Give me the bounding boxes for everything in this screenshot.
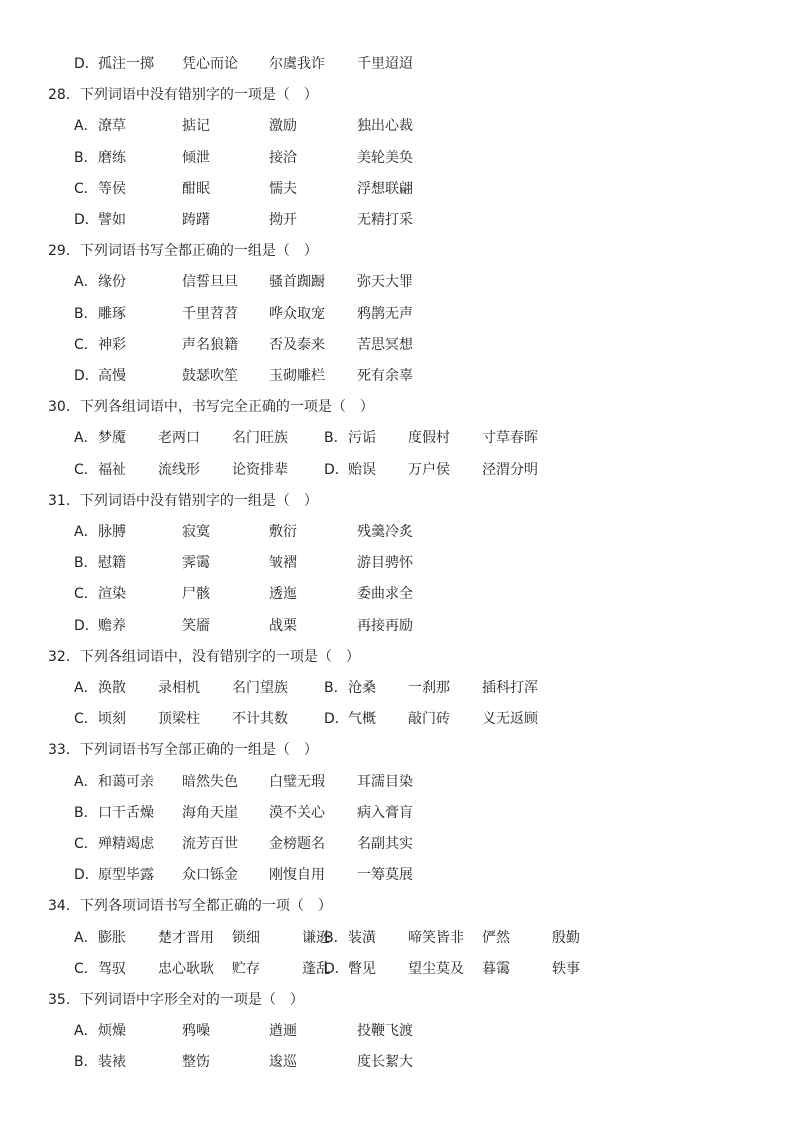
- option-word: 楚才晋用: [158, 930, 214, 946]
- option-word: 义无返顾: [482, 711, 538, 727]
- option-word: 驾驭: [98, 961, 126, 977]
- option-letter: B．: [74, 150, 98, 166]
- option-letter: C．: [74, 586, 98, 602]
- option-word: 信誓旦旦: [182, 274, 238, 290]
- option-word: 殷勤: [552, 930, 580, 946]
- option-word: 海角天崖: [182, 805, 238, 821]
- option-letter: A．: [74, 1023, 98, 1039]
- option-word: 啼笑皆非: [408, 930, 464, 946]
- option-word: 暗然失色: [182, 774, 238, 790]
- option-word: 膨胀: [98, 930, 126, 946]
- option-letter: B．: [324, 930, 348, 946]
- option-letter: C．: [74, 836, 98, 852]
- option-letter: B．: [74, 1054, 98, 1070]
- option-word: 声名狼籍: [182, 337, 238, 353]
- option-letter: A．: [74, 680, 98, 696]
- option-word: 沧桑: [348, 680, 376, 696]
- question-text: 31．下列词语中没有错别字的一组是（ ）: [48, 493, 318, 509]
- option-word: 高慢: [98, 368, 126, 384]
- question-text: 35．下列词语中字形全对的一项是（ ）: [48, 992, 304, 1008]
- option-word: 刚愎自用: [269, 867, 325, 883]
- option-word: 再接再励: [357, 618, 413, 634]
- option-word: 气概: [348, 711, 376, 727]
- option-word: 俨然: [482, 930, 510, 946]
- option-word: 暮霭: [482, 961, 510, 977]
- option-letter: D．: [74, 56, 99, 72]
- option-word: 雕琢: [98, 306, 126, 322]
- option-word: 贻误: [348, 462, 376, 478]
- option-word: 哗众取宠: [269, 306, 325, 322]
- option-word: 拗开: [269, 212, 297, 228]
- option-word: 度假村: [408, 430, 450, 446]
- option-word: 委曲求全: [357, 586, 413, 602]
- option-word: 尔虞我诈: [269, 56, 325, 72]
- option-word: 度长絜大: [357, 1054, 413, 1070]
- option-word: 千里苕苕: [182, 306, 238, 322]
- option-word: 顷刻: [98, 711, 126, 727]
- option-letter: B．: [324, 430, 348, 446]
- option-word: 污诟: [348, 430, 376, 446]
- option-word: 原型毕露: [98, 867, 154, 883]
- option-word: 瞥见: [348, 961, 376, 977]
- option-word: 谦逊: [302, 930, 330, 946]
- option-letter: C．: [74, 337, 98, 353]
- option-word: 名门望族: [232, 680, 288, 696]
- option-letter: D．: [74, 618, 99, 634]
- option-word: 鸦噪: [182, 1023, 210, 1039]
- option-word: 等侯: [98, 181, 126, 197]
- option-letter: C．: [74, 711, 98, 727]
- option-word: 装潢: [348, 930, 376, 946]
- option-letter: D．: [74, 867, 99, 883]
- option-word: 战栗: [269, 618, 297, 634]
- option-word: 尸骸: [182, 586, 210, 602]
- option-letter: A．: [74, 524, 98, 540]
- option-word: 寸草春晖: [482, 430, 538, 446]
- option-word: 万户侯: [408, 462, 450, 478]
- option-word: 皱褶: [269, 555, 297, 571]
- option-word: 和蔼可亲: [98, 774, 154, 790]
- option-word: 流线形: [158, 462, 200, 478]
- option-letter: B．: [324, 680, 348, 696]
- option-word: 千里迢迢: [357, 56, 413, 72]
- option-word: 众口铄金: [182, 867, 238, 883]
- option-word: 鸦鹊无声: [357, 306, 413, 322]
- option-word: 苦思冥想: [357, 337, 413, 353]
- option-letter: D．: [324, 961, 349, 977]
- option-word: 慰籍: [98, 555, 126, 571]
- option-letter: A．: [74, 118, 98, 134]
- option-letter: C．: [74, 181, 98, 197]
- option-word: 一筹莫展: [357, 867, 413, 883]
- option-word: 论资排辈: [232, 462, 288, 478]
- option-word: 漠不关心: [269, 805, 325, 821]
- option-word: 掂记: [182, 118, 210, 134]
- option-word: 倾泄: [182, 150, 210, 166]
- option-word: 赡养: [98, 618, 126, 634]
- option-word: 激励: [269, 118, 297, 134]
- option-letter: A．: [74, 774, 98, 790]
- option-word: 口干舌燥: [98, 805, 154, 821]
- option-letter: B．: [74, 805, 98, 821]
- option-word: 凭心而论: [182, 56, 238, 72]
- option-letter: D．: [324, 711, 349, 727]
- option-word: 否及泰来: [269, 337, 325, 353]
- question-text: 34．下列各项词语书写全都正确的一项（ ）: [48, 898, 332, 914]
- option-word: 福祉: [98, 462, 126, 478]
- option-word: 鼓瑟吹笙: [182, 368, 238, 384]
- option-word: 老两口: [158, 430, 200, 446]
- option-word: 名副其实: [357, 836, 413, 852]
- option-word: 不计其数: [232, 711, 288, 727]
- option-word: 锁细: [232, 930, 260, 946]
- option-word: 遒逦: [269, 1023, 297, 1039]
- option-word: 整饬: [182, 1054, 210, 1070]
- option-word: 踌躇: [182, 212, 210, 228]
- option-letter: B．: [74, 555, 98, 571]
- option-word: 美轮美奂: [357, 150, 413, 166]
- option-word: 脉膊: [98, 524, 126, 540]
- option-word: 殚精竭虑: [98, 836, 154, 852]
- option-letter: C．: [74, 462, 98, 478]
- option-word: 弥天大罪: [357, 274, 413, 290]
- option-word: 逡巡: [269, 1054, 297, 1070]
- option-word: 神彩: [98, 337, 126, 353]
- option-word: 无精打采: [357, 212, 413, 228]
- option-word: 投鞭飞渡: [357, 1023, 413, 1039]
- option-word: 泾渭分明: [482, 462, 538, 478]
- question-text: 32．下列各组词语中，没有错别字的一项是（ ）: [48, 649, 360, 665]
- question-text: 30．下列各组词语中，书写完全正确的一项是（ ）: [48, 399, 374, 415]
- option-word: 游目骋怀: [357, 555, 413, 571]
- option-letter: D．: [74, 368, 99, 384]
- question-text: 33．下列词语书写全部正确的一组是（ ）: [48, 742, 318, 758]
- option-letter: A．: [74, 430, 98, 446]
- option-word: 独出心裁: [357, 118, 413, 134]
- option-word: 耳濡目染: [357, 774, 413, 790]
- option-word: 敷衍: [269, 524, 297, 540]
- question-text: 28．下列词语中没有错别字的一项是（ ）: [48, 87, 318, 103]
- option-word: 录相机: [158, 680, 200, 696]
- option-word: 敲门砖: [408, 711, 450, 727]
- option-word: 死有余辜: [357, 368, 413, 384]
- option-word: 忠心耿耿: [158, 961, 214, 977]
- option-letter: A．: [74, 930, 98, 946]
- option-word: 一刹那: [408, 680, 450, 696]
- option-word: 残羹冷炙: [357, 524, 413, 540]
- option-word: 涣散: [98, 680, 126, 696]
- option-word: 白璧无瑕: [269, 774, 325, 790]
- option-word: 骚首踟蹰: [269, 274, 325, 290]
- option-word: 缘份: [98, 274, 126, 290]
- option-word: 装裱: [98, 1054, 126, 1070]
- option-word: 烦燥: [98, 1023, 126, 1039]
- option-word: 病入膏肓: [357, 805, 413, 821]
- option-word: 金榜题名: [269, 836, 325, 852]
- option-word: 酣眠: [182, 181, 210, 197]
- option-word: 磨练: [98, 150, 126, 166]
- option-word: 插科打浑: [482, 680, 538, 696]
- option-word: 潦草: [98, 118, 126, 134]
- option-letter: C．: [74, 961, 98, 977]
- option-letter: D．: [324, 462, 349, 478]
- option-word: 轶事: [552, 961, 580, 977]
- option-word: 蓬乱: [302, 961, 330, 977]
- option-word: 懦夫: [269, 181, 297, 197]
- option-word: 渲染: [98, 586, 126, 602]
- question-text: 29．下列词语书写全都正确的一组是（ ）: [48, 243, 318, 259]
- option-word: 梦魇: [98, 430, 126, 446]
- option-word: 透迤: [269, 586, 297, 602]
- option-word: 名门旺族: [232, 430, 288, 446]
- option-letter: D．: [74, 212, 99, 228]
- option-word: 霁霭: [182, 555, 210, 571]
- option-letter: B．: [74, 306, 98, 322]
- option-word: 玉砌雕栏: [269, 368, 325, 384]
- option-word: 寂寞: [182, 524, 210, 540]
- option-word: 笑靥: [182, 618, 210, 634]
- option-word: 孤注一掷: [98, 56, 154, 72]
- option-word: 贮存: [232, 961, 260, 977]
- option-word: 流芳百世: [182, 836, 238, 852]
- option-word: 譬如: [98, 212, 126, 228]
- option-word: 接洽: [269, 150, 297, 166]
- option-word: 顶梁柱: [158, 711, 200, 727]
- option-word: 浮想联翩: [357, 181, 413, 197]
- option-word: 望尘莫及: [408, 961, 464, 977]
- option-letter: A．: [74, 274, 98, 290]
